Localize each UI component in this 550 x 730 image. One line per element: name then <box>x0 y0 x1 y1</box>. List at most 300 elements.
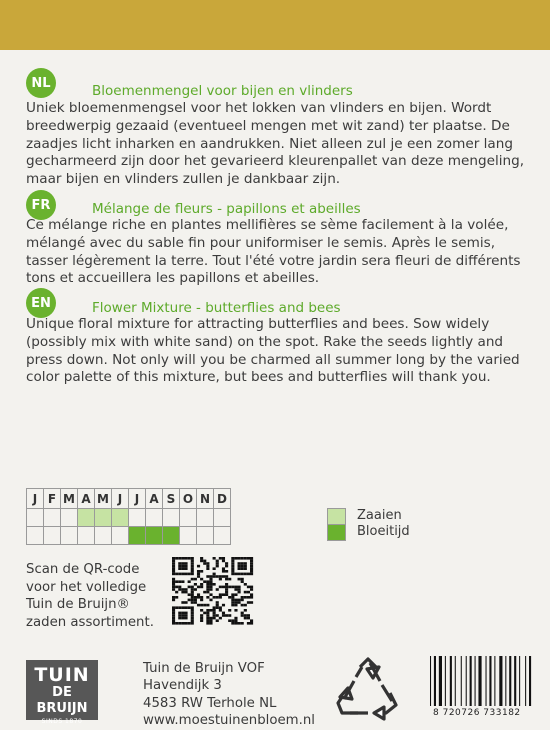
qr-module <box>219 617 222 620</box>
qr-module <box>175 586 178 589</box>
qr-module <box>172 562 175 565</box>
qr-module <box>200 617 203 620</box>
qr-module <box>219 557 222 560</box>
qr-module <box>206 562 209 565</box>
qr-module <box>225 583 228 586</box>
qr-module <box>172 578 175 581</box>
qr-module <box>178 580 181 583</box>
qr-module <box>188 593 191 596</box>
qr-module <box>234 601 237 604</box>
calendar-sowing-cell <box>78 509 95 527</box>
barcode-bar <box>455 656 456 706</box>
barcode-bar <box>519 656 520 706</box>
qr-module <box>228 578 231 581</box>
qr-module <box>184 622 187 625</box>
barcode-bar <box>434 656 436 706</box>
qr-module <box>184 573 187 576</box>
barcode-bar <box>439 656 442 706</box>
qr-module <box>213 596 216 599</box>
qr-module <box>203 591 206 594</box>
calendar-blooming-cell <box>112 527 129 545</box>
qr-module <box>191 593 194 596</box>
qr-module <box>250 560 253 563</box>
qr-module <box>197 596 200 599</box>
qr-module <box>206 586 209 589</box>
qr-module <box>188 586 191 589</box>
qr-module <box>172 580 175 583</box>
qr-module <box>225 562 228 565</box>
qr-module <box>244 562 247 565</box>
qr-module <box>191 609 194 612</box>
barcode-bar <box>445 656 446 706</box>
qr-module <box>238 622 241 625</box>
qr-module <box>181 557 184 560</box>
qr-module <box>247 617 250 620</box>
qr-module <box>250 622 253 625</box>
qr-module <box>241 565 244 568</box>
qr-module <box>191 570 194 573</box>
qr-module <box>181 565 184 568</box>
qr-module <box>178 565 181 568</box>
section-body-en: Unique floral mixture for attracting butterflies and bees. Sow widely (possibly mix with white sand) on the spot. Rake the seeds lightly and press down. Not only will you be charmed all summer long by the varied color palette of this mixture, but bees and butterflies will thank you. <box>26 316 520 386</box>
qr-module <box>219 606 222 609</box>
qr-module <box>209 599 212 602</box>
qr-module <box>191 591 194 594</box>
lang-code-nl: NL <box>31 75 51 91</box>
qr-module <box>241 614 244 617</box>
qr-module <box>197 593 200 596</box>
qr-module <box>222 604 225 607</box>
calendar-sowing-cell <box>146 509 163 527</box>
qr-module <box>175 573 178 576</box>
qr-module <box>238 557 241 560</box>
barcode-bar <box>514 656 516 706</box>
calendar-blooming-cell <box>27 527 44 545</box>
qr-module <box>231 562 234 565</box>
barcode-bar <box>529 656 531 706</box>
qr-module <box>175 591 178 594</box>
qr-module <box>206 622 209 625</box>
qr-module <box>184 588 187 591</box>
qr-module <box>175 606 178 609</box>
qr-module <box>181 573 184 576</box>
qr-module <box>178 612 181 615</box>
qr-module <box>206 612 209 615</box>
qr-code[interactable] <box>172 557 254 627</box>
calendar-month-12: D <box>214 489 231 509</box>
qr-module <box>228 586 231 589</box>
calendar-sowing-cell <box>61 509 78 527</box>
qr-module <box>244 557 247 560</box>
lang-code-fr: FR <box>31 197 51 213</box>
qr-module <box>203 562 206 565</box>
qr-module <box>231 565 234 568</box>
qr-module <box>250 596 253 599</box>
calendar-blooming-cell <box>163 527 180 545</box>
qr-module <box>172 612 175 615</box>
address-street: Havendijk 3 <box>143 678 222 694</box>
calendar-month-row <box>27 489 231 509</box>
qr-caption-line: Tuin de Bruijn® <box>26 597 130 612</box>
qr-module <box>250 593 253 596</box>
qr-module <box>244 591 247 594</box>
qr-module <box>244 614 247 617</box>
qr-module <box>197 575 200 578</box>
barcode-bar <box>525 656 526 706</box>
qr-module <box>172 565 175 568</box>
qr-module <box>209 619 212 622</box>
qr-module <box>181 614 184 617</box>
qr-module <box>178 617 181 620</box>
qr-module <box>238 591 241 594</box>
qr-module <box>238 567 241 570</box>
logo-line-1: TUIN <box>34 664 90 686</box>
qr-module <box>197 570 200 573</box>
qr-module <box>250 586 253 589</box>
section-body-fr: Ce mélange riche en plantes mellifières se sème facilement à la volée, mélangé avec du sable fin pour uniformiser le semis. Après le semis, tasser légèrement la terre. Tout l'été votre jardin sera fleuri de différents tons et accueillera les papillons et abeilles. <box>26 217 521 287</box>
sowing-calendar <box>26 488 231 545</box>
qr-module <box>241 567 244 570</box>
qr-module <box>228 619 231 622</box>
qr-module <box>184 612 187 615</box>
qr-module <box>225 614 228 617</box>
qr-module <box>172 599 175 602</box>
qr-module <box>231 601 234 604</box>
qr-module <box>228 609 231 612</box>
address-city: 4583 RW Terhole NL <box>143 695 277 711</box>
calendar-month-11: N <box>197 489 214 509</box>
qr-module <box>219 609 222 612</box>
qr-module <box>184 606 187 609</box>
qr-module <box>216 560 219 563</box>
qr-module <box>191 573 194 576</box>
qr-module <box>225 588 228 591</box>
qr-module <box>191 612 194 615</box>
qr-module <box>206 596 209 599</box>
calendar-sowing-cell <box>44 509 61 527</box>
qr-module <box>194 583 197 586</box>
qr-module <box>203 580 206 583</box>
qr-module <box>231 619 234 622</box>
qr-module <box>191 578 194 581</box>
qr-module <box>241 596 244 599</box>
qr-module <box>216 596 219 599</box>
qr-module <box>216 614 219 617</box>
barcode-bar <box>470 656 472 706</box>
qr-module <box>247 573 250 576</box>
qr-module <box>197 565 200 568</box>
qr-module <box>197 604 200 607</box>
qr-module <box>200 614 203 617</box>
qr-module <box>244 617 247 620</box>
qr-module <box>188 606 191 609</box>
calendar-sowing-cell <box>163 509 180 527</box>
barcode <box>428 656 534 708</box>
qr-module <box>181 588 184 591</box>
calendar-blooming-row <box>27 527 231 545</box>
company-website[interactable]: www.moestuinenbloem.nl <box>143 713 315 729</box>
qr-module <box>213 573 216 576</box>
qr-module <box>175 622 178 625</box>
qr-module <box>172 617 175 620</box>
logo-line-3: SINDS 1870 <box>41 718 83 725</box>
qr-module <box>178 606 181 609</box>
qr-module <box>184 614 187 617</box>
qr-module <box>181 567 184 570</box>
qr-module <box>191 617 194 620</box>
qr-module <box>200 619 203 622</box>
qr-module <box>247 601 250 604</box>
qr-module <box>216 601 219 604</box>
calendar-blooming-cell <box>95 527 112 545</box>
qr-module <box>188 557 191 560</box>
qr-module <box>225 591 228 594</box>
qr-module <box>247 586 250 589</box>
barcode-number: 8 720726 733182 <box>433 708 521 718</box>
calendar-blooming-cell <box>146 527 163 545</box>
qr-module <box>225 565 228 568</box>
calendar-blooming-cell <box>197 527 214 545</box>
company-name: Tuin de Bruijn VOF <box>143 661 265 676</box>
qr-module <box>181 617 184 620</box>
qr-module <box>172 557 175 560</box>
qr-module <box>206 604 209 607</box>
barcode-bar <box>461 656 462 706</box>
barcode-bar <box>489 656 491 706</box>
qr-module <box>175 580 178 583</box>
qr-caption <box>26 561 154 631</box>
qr-module <box>194 578 197 581</box>
calendar-month-5: M <box>95 489 112 509</box>
qr-module <box>247 557 250 560</box>
calendar-month-4: A <box>78 489 95 509</box>
qr-module <box>228 596 231 599</box>
section-body-nl: Uniek bloemenmengsel voor het lokken van vlinders en bijen. Wordt breedwerpig gezaaid (eventueel mengen met wit zand) ter plaatse. De zaadjes licht inharken en aandrukken. Niet alleen zul je een zomer lang gecharmeerd zijn door het gevarieerd kleurenpallet van deze mengeling, maar bijen en vlinders zullen je dankbaar zijn. <box>26 100 525 188</box>
qr-module <box>206 565 209 568</box>
qr-module <box>234 604 237 607</box>
qr-module <box>209 609 212 612</box>
top-color-bar <box>0 0 550 50</box>
qr-module <box>191 586 194 589</box>
qr-module <box>178 557 181 560</box>
calendar-month-6: J <box>112 489 129 509</box>
qr-module <box>216 575 219 578</box>
qr-module <box>197 573 200 576</box>
qr-module <box>184 562 187 565</box>
qr-module <box>213 612 216 615</box>
qr-module <box>172 622 175 625</box>
qr-module <box>213 609 216 612</box>
qr-module <box>191 606 194 609</box>
qr-module <box>231 596 234 599</box>
barcode-bar <box>466 656 467 706</box>
qr-module <box>234 622 237 625</box>
qr-module <box>216 562 219 565</box>
qr-module <box>250 573 253 576</box>
barcode-bar <box>509 656 511 706</box>
qr-module <box>238 599 241 602</box>
qr-module <box>184 617 187 620</box>
qr-module <box>206 609 209 612</box>
barcode-bar <box>450 656 452 706</box>
qr-module <box>216 606 219 609</box>
qr-module <box>225 570 228 573</box>
qr-module <box>222 586 225 589</box>
qr-module <box>219 596 222 599</box>
qr-module <box>178 573 181 576</box>
legend-swatch-blooming <box>327 524 346 541</box>
qr-module <box>225 575 228 578</box>
qr-module <box>200 596 203 599</box>
qr-module <box>206 591 209 594</box>
qr-module <box>247 596 250 599</box>
qr-module <box>209 586 212 589</box>
qr-module <box>231 622 234 625</box>
qr-module <box>184 601 187 604</box>
qr-module <box>206 588 209 591</box>
qr-module <box>234 609 237 612</box>
qr-module <box>200 583 203 586</box>
calendar-blooming-cell <box>61 527 78 545</box>
qr-module <box>234 557 237 560</box>
qr-module <box>213 567 216 570</box>
qr-module <box>250 565 253 568</box>
calendar-month-3: M <box>61 489 78 509</box>
qr-module <box>219 586 222 589</box>
lang-badge-nl <box>26 68 56 98</box>
qr-module <box>234 599 237 602</box>
qr-module <box>241 580 244 583</box>
qr-caption-line: Scan de QR-code <box>26 562 140 577</box>
qr-module <box>231 557 234 560</box>
qr-module <box>219 578 222 581</box>
qr-module <box>250 588 253 591</box>
qr-module <box>231 599 234 602</box>
qr-module <box>238 588 241 591</box>
qr-module <box>234 619 237 622</box>
barcode-bar <box>478 656 481 706</box>
qr-module <box>213 583 216 586</box>
qr-module <box>238 586 241 589</box>
calendar-blooming-cell <box>214 527 231 545</box>
qr-module <box>184 591 187 594</box>
qr-module <box>191 622 194 625</box>
calendar-month-8: A <box>146 489 163 509</box>
qr-module <box>172 583 175 586</box>
calendar-month-1: J <box>27 489 44 509</box>
calendar-blooming-cell <box>78 527 95 545</box>
qr-module <box>250 562 253 565</box>
qr-module <box>200 578 203 581</box>
qr-module <box>213 557 216 560</box>
calendar-sowing-cell <box>197 509 214 527</box>
qr-module <box>178 586 181 589</box>
qr-module <box>200 560 203 563</box>
qr-module <box>181 591 184 594</box>
qr-module <box>241 604 244 607</box>
qr-module <box>241 622 244 625</box>
qr-module <box>200 570 203 573</box>
qr-module <box>191 565 194 568</box>
qr-module <box>250 567 253 570</box>
recycle-icon <box>330 655 406 721</box>
calendar-sowing-cell <box>112 509 129 527</box>
company-address <box>143 660 315 730</box>
qr-module <box>188 622 191 625</box>
qr-module <box>244 567 247 570</box>
qr-module <box>238 562 241 565</box>
qr-module <box>197 586 200 589</box>
qr-module <box>194 599 197 602</box>
qr-module <box>244 573 247 576</box>
qr-module <box>178 562 181 565</box>
qr-module <box>238 565 241 568</box>
qr-module <box>225 586 228 589</box>
qr-module <box>244 596 247 599</box>
qr-module <box>203 612 206 615</box>
qr-module <box>191 599 194 602</box>
qr-module <box>247 614 250 617</box>
qr-module <box>188 580 191 583</box>
qr-module <box>213 575 216 578</box>
qr-module <box>172 567 175 570</box>
qr-module <box>200 609 203 612</box>
brand-logo <box>26 660 98 725</box>
qr-module <box>194 596 197 599</box>
qr-module <box>222 570 225 573</box>
qr-module <box>222 557 225 560</box>
lang-code-en: EN <box>31 295 51 311</box>
section-title-nl: Bloemenmengel voor bijen en vlinders <box>92 83 353 99</box>
calendar-sowing-cell <box>95 509 112 527</box>
qr-module <box>200 604 203 607</box>
qr-module <box>234 573 237 576</box>
qr-module <box>216 619 219 622</box>
qr-module <box>234 588 237 591</box>
qr-module <box>250 619 253 622</box>
lang-badge-en <box>26 288 56 318</box>
qr-module <box>206 617 209 620</box>
qr-module <box>194 588 197 591</box>
legend-swatch-sowing <box>327 508 346 525</box>
calendar-month-9: S <box>163 489 180 509</box>
qr-module <box>206 583 209 586</box>
qr-module <box>231 586 234 589</box>
barcode-bar <box>475 656 476 706</box>
qr-module <box>172 606 175 609</box>
calendar-sowing-cell <box>129 509 146 527</box>
qr-module <box>200 557 203 560</box>
qr-module <box>250 601 253 604</box>
qr-module <box>178 588 181 591</box>
qr-module <box>203 604 206 607</box>
qr-module <box>191 619 194 622</box>
qr-module <box>181 612 184 615</box>
qr-module <box>191 601 194 604</box>
qr-module <box>175 596 178 599</box>
qr-module <box>244 609 247 612</box>
section-title-en: Flower Mixture - butterflies and bees <box>92 300 341 316</box>
calendar-blooming-cell <box>180 527 197 545</box>
qr-module <box>206 614 209 617</box>
qr-module <box>231 567 234 570</box>
qr-module <box>231 604 234 607</box>
qr-module <box>172 570 175 573</box>
qr-module <box>216 588 219 591</box>
qr-module <box>247 591 250 594</box>
qr-module <box>244 583 247 586</box>
qr-module <box>191 567 194 570</box>
